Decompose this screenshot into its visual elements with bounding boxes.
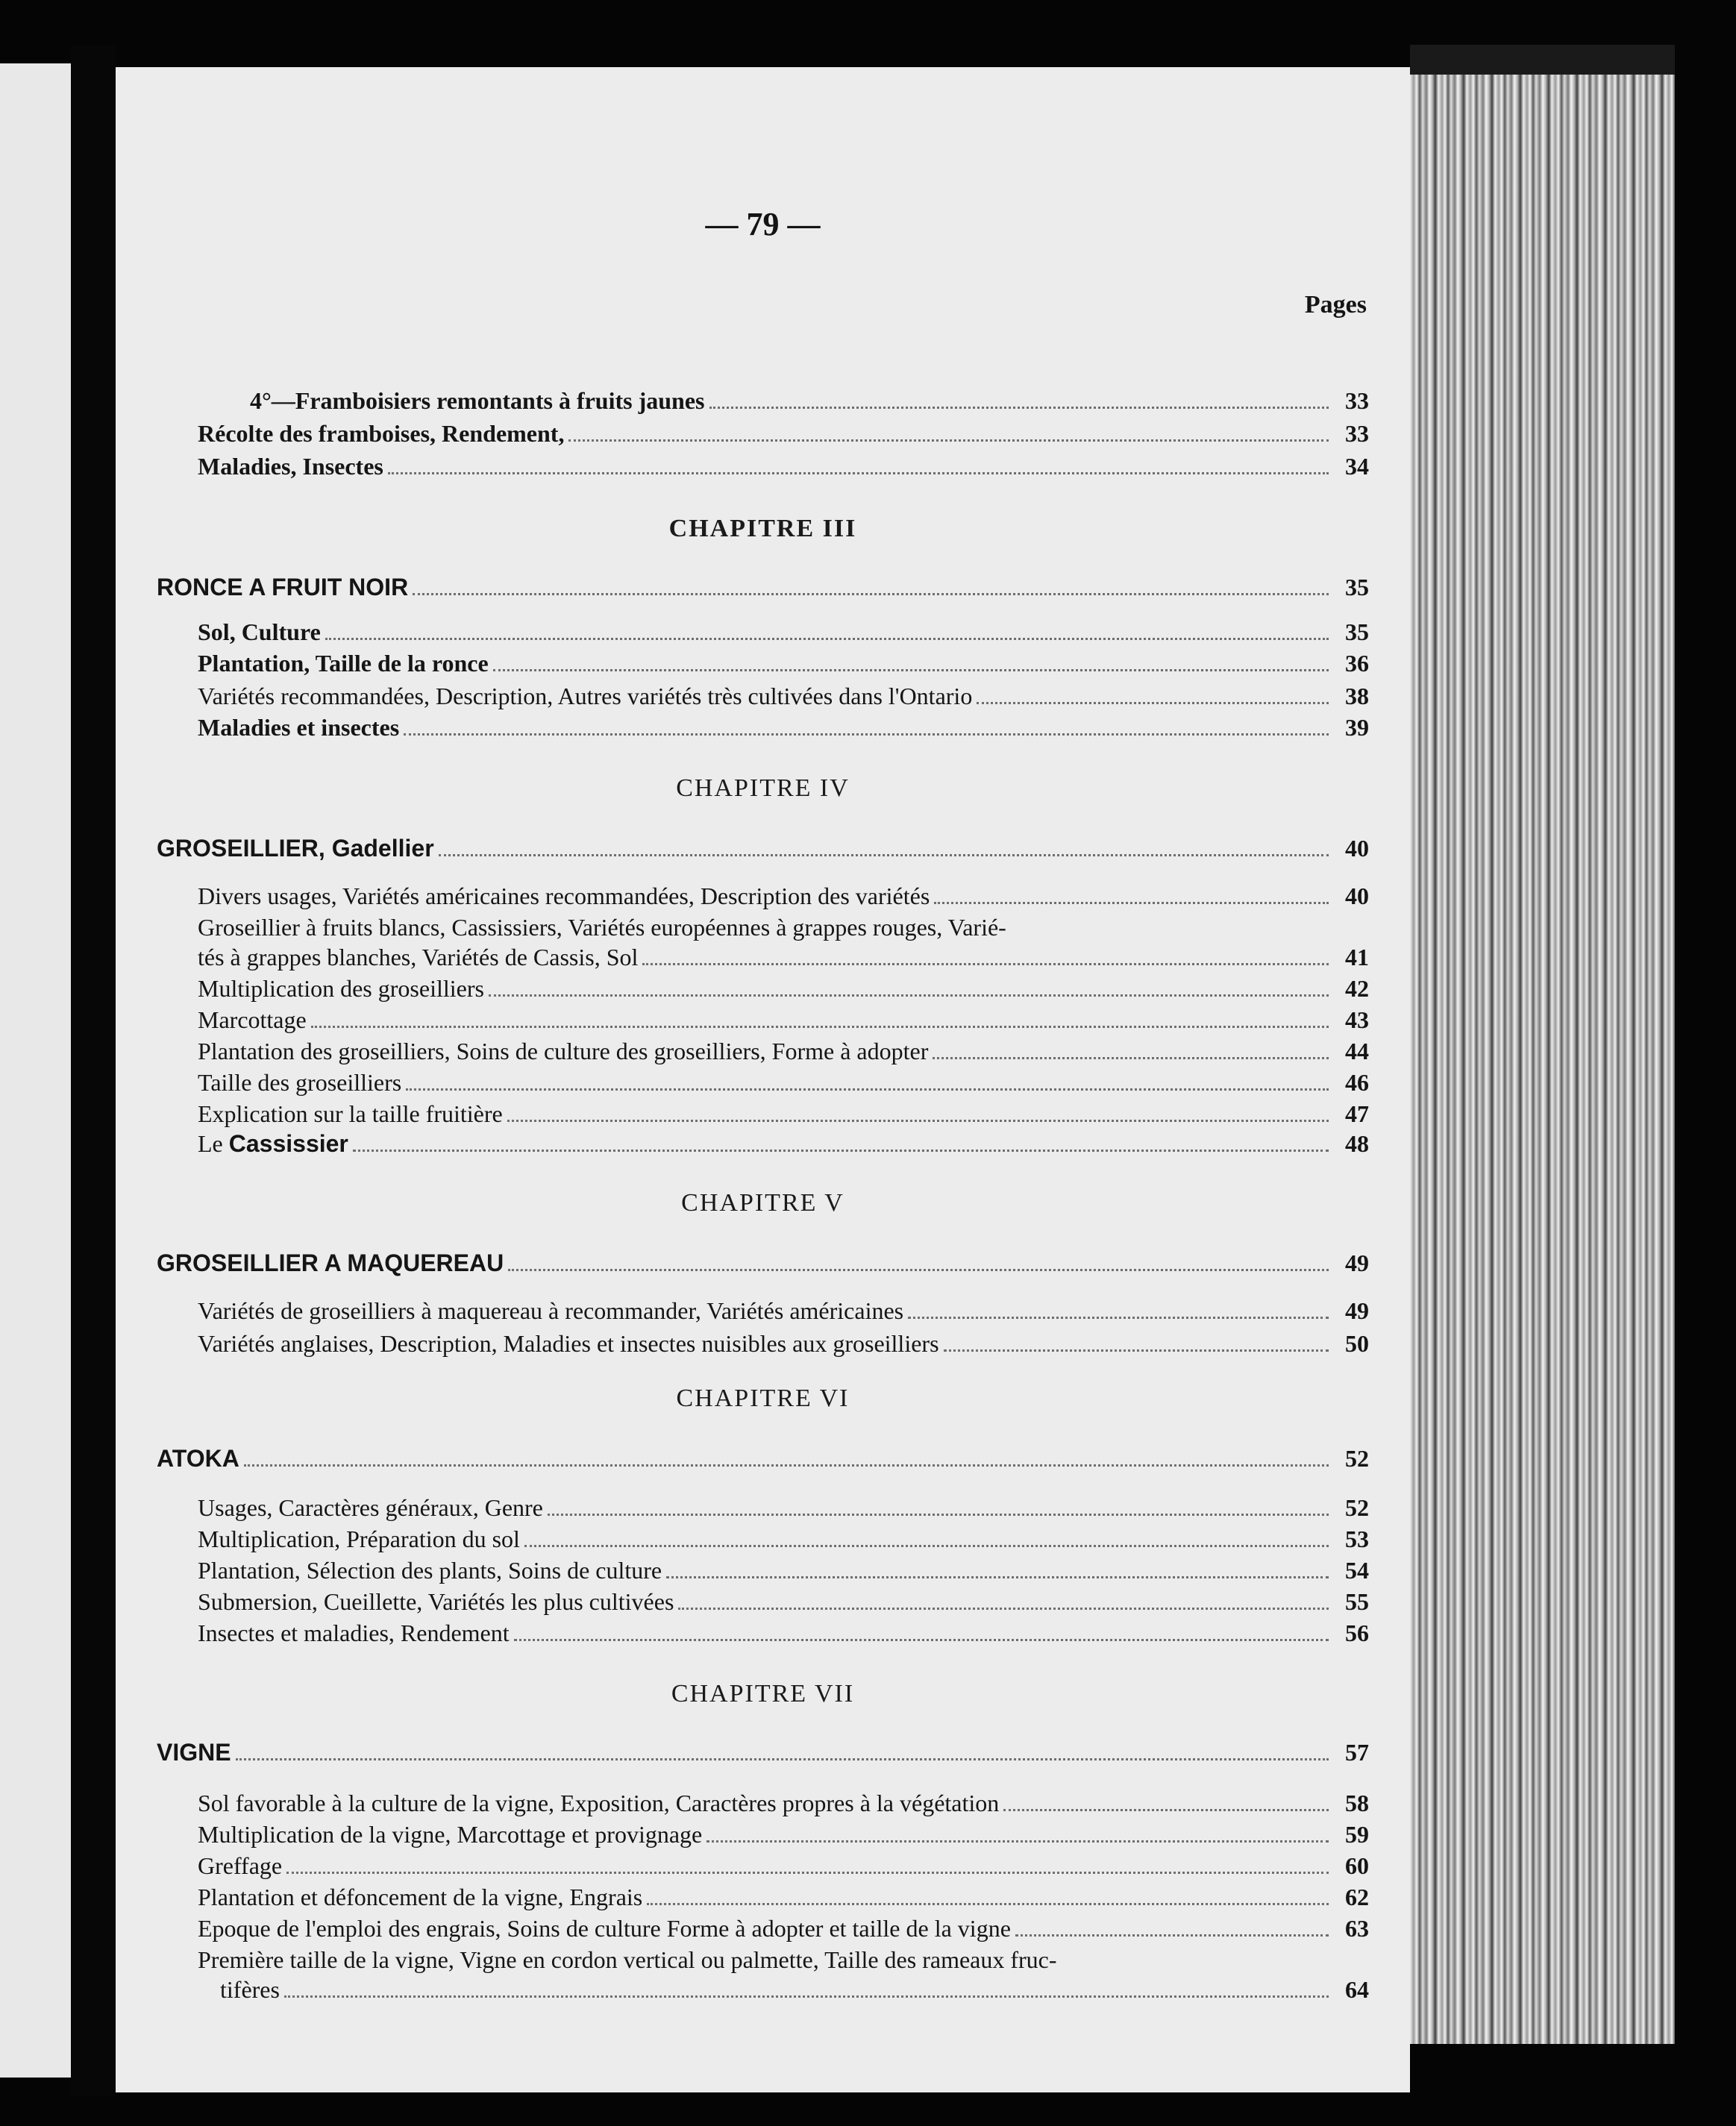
chapter-heading: CHAPITRE III xyxy=(668,515,857,542)
toc-entry-page: 40 xyxy=(1345,835,1369,862)
toc-entry-page: 57 xyxy=(1345,1739,1369,1766)
toc-entry xyxy=(198,419,1369,448)
page-edges xyxy=(1410,75,1675,2044)
toc-entry-label: Marcottage xyxy=(198,1006,307,1033)
book-gutter xyxy=(71,45,116,2096)
left-page-edge xyxy=(0,63,71,2078)
toc-entry-label: Variétés de groseilliers à maquereau à recommander, Variétés américaines xyxy=(198,1297,904,1324)
toc-entry-page: 62 xyxy=(1345,1884,1369,1910)
toc-entry-label: Sol, Culture xyxy=(198,618,321,645)
toc-entry-label: Variétés anglaises, Description, Maladies et insectes nuisibles aux groseilliers xyxy=(198,1330,939,1357)
dot-leader xyxy=(493,669,1329,671)
toc-entry-label: Plantation, Sélection des plants, Soins de culture xyxy=(198,1557,662,1584)
toc-entry-label: Epoque de l'emploi des engrais, Soins de culture Forme à adopter et taille de la vigne xyxy=(198,1915,1011,1942)
toc-entry xyxy=(220,1975,1369,2004)
toc-entry-page: 48 xyxy=(1345,1130,1369,1157)
toc-entry xyxy=(198,1914,1369,1942)
chapter-heading: CHAPITRE VII xyxy=(671,1680,855,1708)
toc-entry xyxy=(157,573,1369,601)
dot-leader xyxy=(678,1608,1329,1610)
toc-entry-page: 43 xyxy=(1345,1006,1369,1033)
toc-entry-page: 42 xyxy=(1345,975,1369,1002)
dot-leader xyxy=(388,472,1329,474)
toc-entry-label: GROSEILLIER, Gadellier xyxy=(157,835,434,862)
toc-entry xyxy=(198,1493,1369,1522)
dot-leader xyxy=(508,1269,1329,1271)
toc-entry xyxy=(198,1789,1369,1817)
page-edges-top xyxy=(1410,45,1675,75)
toc-entry-label: Greffage xyxy=(198,1852,283,1879)
toc-entry-prefix: Le xyxy=(198,1130,223,1157)
toc-entry xyxy=(198,1820,1369,1849)
toc-entry xyxy=(198,1329,1369,1358)
toc-entry-label: Maladies et insectes xyxy=(198,714,400,741)
dot-leader xyxy=(353,1150,1329,1152)
dot-leader xyxy=(507,1120,1329,1122)
toc-entry xyxy=(198,882,1369,910)
toc-entry-label: VIGNE xyxy=(157,1739,231,1766)
dot-leader xyxy=(908,1317,1329,1319)
toc-entry-label: Multiplication des groseilliers xyxy=(198,975,484,1002)
toc-entry-label: Variétés recommandées, Description, Autres variétés très cultivées dans l'Ontario xyxy=(198,683,973,709)
toc-entry-label-cont: tés à grappes blanches, Variétés de Cassis, Sol xyxy=(198,944,639,971)
toc-entry xyxy=(198,618,1369,646)
dot-leader xyxy=(244,1464,1329,1467)
toc-entry xyxy=(198,1129,1369,1158)
dot-leader xyxy=(934,902,1329,904)
toc-entry-page: 36 xyxy=(1345,650,1369,677)
toc-entry-page: 41 xyxy=(1345,944,1369,971)
toc-entry-label: Usages, Caractères généraux, Genre xyxy=(198,1494,543,1521)
toc-entry-label: Divers usages, Variétés américaines recommandées, Description des variétés xyxy=(198,882,930,909)
dot-leader xyxy=(1003,1809,1329,1811)
toc-entry-label-cont: tifères xyxy=(220,1976,280,2003)
dot-leader xyxy=(933,1057,1329,1059)
dot-leader xyxy=(489,994,1329,997)
dot-leader xyxy=(236,1758,1329,1760)
toc-entry-label: Explication sur la taille fruitière xyxy=(198,1100,503,1127)
toc-entry xyxy=(198,1068,1369,1097)
toc-entry xyxy=(198,1556,1369,1584)
dot-leader xyxy=(413,593,1329,595)
toc-entry xyxy=(198,1587,1369,1616)
toc-entry-label xyxy=(198,1129,348,1158)
toc-entry-page: 64 xyxy=(1345,1976,1369,2003)
toc-entry-label: Première taille de la vigne, Vigne en cordon vertical ou palmette, Taille des rameaux fruc- xyxy=(198,1946,1057,1973)
dot-leader xyxy=(709,407,1329,409)
toc-entry xyxy=(198,943,1369,971)
toc-entry xyxy=(250,386,1369,415)
dot-leader xyxy=(286,1872,1329,1874)
toc-entry-label-bold: Cassissier xyxy=(228,1130,348,1157)
toc-entry-label: Groseillier à fruits blancs, Cassissiers, Variétés européennes à grappes rouges, Varié- xyxy=(198,914,1006,941)
dot-leader xyxy=(406,1088,1329,1091)
toc-entry-label: 4°—Framboisiers remontants à fruits jaunes xyxy=(250,387,705,414)
toc-entry-page: 54 xyxy=(1345,1557,1369,1584)
toc-entry-page: 47 xyxy=(1345,1100,1369,1127)
toc-entry-wrapped xyxy=(198,913,1347,941)
toc-entry-label: Multiplication de la vigne, Marcottage et provignage xyxy=(198,1821,703,1848)
document-page xyxy=(116,67,1410,2092)
chapter-heading: CHAPITRE V xyxy=(681,1189,845,1217)
dot-leader xyxy=(568,439,1329,442)
dot-leader xyxy=(666,1576,1329,1578)
toc-entry-page: 39 xyxy=(1345,714,1369,741)
toc-entry-page: 33 xyxy=(1345,387,1369,414)
dot-leader xyxy=(524,1545,1329,1547)
toc-entry-page: 46 xyxy=(1345,1069,1369,1096)
chapter-heading: CHAPITRE VI xyxy=(676,1385,850,1412)
toc-entry-page: 58 xyxy=(1345,1790,1369,1816)
toc-entry xyxy=(157,834,1369,862)
toc-entry-page: 33 xyxy=(1345,420,1369,447)
toc-entry-page: 52 xyxy=(1345,1445,1369,1472)
toc-entry-page: 49 xyxy=(1345,1249,1369,1276)
toc-entry xyxy=(198,1006,1369,1034)
toc-entry-label: Multiplication, Préparation du sol xyxy=(198,1525,520,1552)
toc-entry xyxy=(198,1619,1369,1647)
toc-entry-label: RONCE A FRUIT NOIR xyxy=(157,574,409,601)
toc-entry-page: 35 xyxy=(1345,574,1369,601)
dot-leader xyxy=(1015,1934,1329,1937)
toc-entry xyxy=(198,1037,1369,1065)
toc-entry-page: 38 xyxy=(1345,683,1369,709)
toc-entry-page: 40 xyxy=(1345,882,1369,909)
dot-leader xyxy=(977,702,1329,704)
toc-entry xyxy=(198,452,1369,480)
toc-entry xyxy=(198,1296,1369,1325)
toc-entry-page: 44 xyxy=(1345,1038,1369,1064)
toc-entry-page: 60 xyxy=(1345,1852,1369,1879)
dot-leader xyxy=(514,1639,1329,1641)
toc-entry-label: Taille des groseilliers xyxy=(198,1069,402,1096)
toc-entry xyxy=(198,649,1369,677)
pages-column-label: Pages xyxy=(1304,291,1367,319)
chapter-heading: CHAPITRE IV xyxy=(676,774,850,802)
toc-entry-page: 52 xyxy=(1345,1494,1369,1521)
dot-leader xyxy=(311,1026,1329,1028)
dot-leader xyxy=(404,733,1329,736)
toc-entry xyxy=(198,1883,1369,1911)
toc-entry-label: ATOKA xyxy=(157,1445,239,1472)
toc-entry xyxy=(198,682,1369,710)
toc-entry-label: Insectes et maladies, Rendement xyxy=(198,1619,510,1646)
toc-entry-page: 59 xyxy=(1345,1821,1369,1848)
toc-entry-label: Plantation des groseilliers, Soins de culture des groseilliers, Forme à adopter xyxy=(198,1038,929,1064)
toc-entry-page: 50 xyxy=(1345,1330,1369,1357)
toc-entry-page: 53 xyxy=(1345,1525,1369,1552)
toc-entry xyxy=(157,1738,1369,1766)
toc-entry-wrapped xyxy=(198,1945,1347,1974)
toc-entry xyxy=(157,1249,1369,1277)
toc-entry-label: Récolte des framboises, Rendement, xyxy=(198,420,565,447)
dot-leader xyxy=(439,854,1329,856)
dot-leader xyxy=(325,638,1329,640)
dot-leader xyxy=(706,1840,1329,1843)
dot-leader xyxy=(284,1995,1329,1998)
toc-entry-page: 49 xyxy=(1345,1297,1369,1324)
toc-entry xyxy=(198,974,1369,1003)
page-number: — 79 — xyxy=(705,206,821,242)
dot-leader xyxy=(642,963,1329,965)
toc-entry-label: Submersion, Cueillette, Variétés les plus cultivées xyxy=(198,1588,674,1615)
toc-entry-page: 63 xyxy=(1345,1915,1369,1942)
toc-entry-label: Sol favorable à la culture de la vigne, Exposition, Caractères propres à la végétation xyxy=(198,1790,1000,1816)
dot-leader xyxy=(944,1349,1329,1352)
dot-leader xyxy=(647,1903,1329,1905)
dot-leader xyxy=(548,1514,1329,1516)
toc-entry-page: 34 xyxy=(1345,453,1369,480)
toc-entry-label: GROSEILLIER A MAQUEREAU xyxy=(157,1249,504,1276)
toc-entry-label: Plantation et défoncement de la vigne, Engrais xyxy=(198,1884,643,1910)
toc-entry-label: Plantation, Taille de la ronce xyxy=(198,650,489,677)
toc-entry-page: 55 xyxy=(1345,1588,1369,1615)
toc-entry xyxy=(198,1525,1369,1553)
toc-entry-label: Maladies, Insectes xyxy=(198,453,383,480)
toc-entry-page: 35 xyxy=(1345,618,1369,645)
toc-entry xyxy=(157,1444,1369,1473)
toc-entry-page: 56 xyxy=(1345,1619,1369,1646)
toc-entry xyxy=(198,1851,1369,1880)
toc-entry xyxy=(198,1100,1369,1128)
toc-entry xyxy=(198,713,1369,741)
